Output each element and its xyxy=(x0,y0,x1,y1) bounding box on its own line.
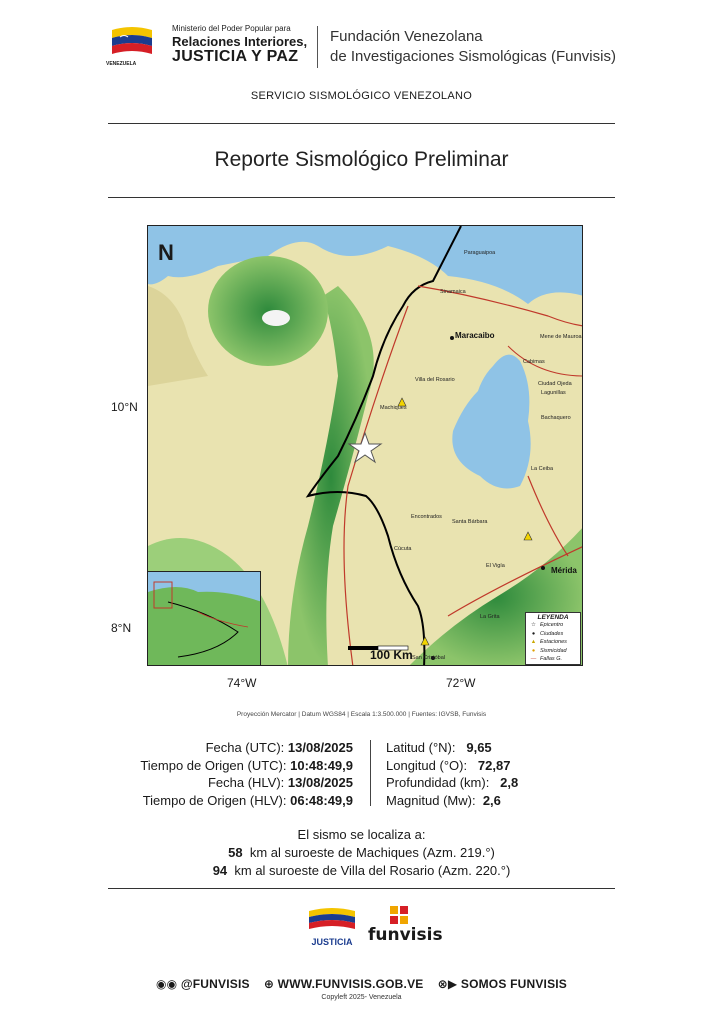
globe-icon: ⊕ xyxy=(263,977,275,991)
lat-label-8n: 8°N xyxy=(111,621,132,635)
legend-item-faults: — Fallas G. xyxy=(530,656,563,663)
x-youtube-icons: ⊗▶ xyxy=(437,977,458,991)
city-label: El Vigía xyxy=(486,563,505,569)
fecha-utc-row: Fecha (UTC): 13/08/2025 xyxy=(205,740,353,755)
scale-label: 100 Km xyxy=(370,648,413,662)
longitud-row: Longitud (°O): 72,87 xyxy=(386,757,511,773)
ministry-line3: JUSTICIA Y PAZ xyxy=(172,48,299,65)
profundidad-row: Profundidad (km): 2,8 xyxy=(386,775,519,790)
fundacion-line2: de Investigaciones Sismológicas (Funvisis) xyxy=(330,48,616,65)
dot-icon: ● xyxy=(531,630,536,637)
line-icon: — xyxy=(530,656,537,663)
footer-social xyxy=(0,977,723,991)
projection-note: Proyección Mercator | Datum WGS84 | Escala 1:3.500.000 | Fuentes: IGVSB, Funvisis xyxy=(236,711,487,718)
city-label: Paraguaipoa xyxy=(464,250,496,256)
divider-bottom xyxy=(108,888,615,889)
ministry-line1: Ministerio del Poder Popular para xyxy=(172,24,291,33)
city-label: Cabimas xyxy=(523,359,545,365)
north-arrow-label: N xyxy=(158,240,174,265)
city-label: La Grita xyxy=(480,614,500,620)
legend-item-cities: ● Ciudades xyxy=(529,630,577,639)
city-label: Santa Bárbara xyxy=(452,519,488,525)
fecha-hlv-row: Fecha (HLV): 13/08/2025 xyxy=(207,775,353,790)
city-label: Sinamaica xyxy=(440,289,466,295)
city-label: Mérida xyxy=(551,566,577,575)
legend-item-stations: ▲ Estaciones xyxy=(530,639,567,646)
city-label: Cúcuta xyxy=(394,546,412,552)
divider-top xyxy=(108,123,615,124)
city-label: Machiques xyxy=(380,405,407,411)
map-legend xyxy=(525,612,581,665)
social-icons: ◉◉ xyxy=(155,977,178,991)
circle-icon: ● xyxy=(531,647,536,654)
funvisis-label: funvisis xyxy=(368,925,443,945)
somos-funvisis: SOMOS FUNVISIS xyxy=(460,977,568,991)
origen-utc-row: Tiempo de Origen (UTC): 10:48:49,9 xyxy=(140,757,353,773)
justicia-flag-logo xyxy=(307,905,357,933)
legend-title: LEYENDA xyxy=(537,614,569,621)
city-label: Ciudad Ojeda xyxy=(538,381,572,387)
star-icon: ☆ xyxy=(531,622,536,629)
legend-item-seismicity: ● Sismicidad xyxy=(529,647,577,656)
city-label: Encontrados xyxy=(411,514,442,520)
report-title: Reporte Sismológico Preliminar xyxy=(214,148,509,171)
city-label: San Cristóbal xyxy=(412,655,446,661)
service-name: SERVICIO SISMOLÓGICO VENEZOLANO xyxy=(250,90,473,102)
header-divider xyxy=(317,26,318,68)
venezuela-flag-logo xyxy=(110,22,154,66)
lon-label-72w: 72°W xyxy=(446,676,476,690)
lon-label-74w: 74°W xyxy=(227,676,257,690)
fundacion-line1: Fundación Venezolana xyxy=(330,28,483,45)
city-label: La Ceiba xyxy=(531,466,554,472)
city-label: Mene de Mauroa xyxy=(540,334,582,340)
data-separator xyxy=(370,740,371,806)
city-label: Maracaibo xyxy=(455,331,495,340)
location-line-1: 58 km al suroeste de Machiques (Azm. 219.°) xyxy=(228,845,495,860)
city-label: Villa del Rosario xyxy=(415,377,455,383)
inset-map xyxy=(147,571,261,666)
copyright: Copyleft 2025- Venezuela xyxy=(321,994,402,1001)
ministry-line2: Relaciones Interiores, xyxy=(172,34,308,49)
website-link[interactable]: WWW.FUNVISIS.GOB.VE xyxy=(277,977,424,991)
triangle-icon: ▲ xyxy=(530,639,537,646)
social-handle[interactable]: @FUNVISIS xyxy=(180,977,250,991)
origen-hlv-row: Tiempo de Origen (HLV): 06:48:49,9 xyxy=(142,792,353,808)
event-data-right xyxy=(386,739,518,809)
magnitud-row: Magnitud (Mw): 2,6 xyxy=(386,792,501,808)
location-line-2: 94 km al suroeste de Villa del Rosario (Azm. 220.°) xyxy=(212,863,511,878)
event-data-left xyxy=(140,739,353,809)
divider-title xyxy=(108,197,615,198)
lat-label-10n: 10°N xyxy=(111,400,138,414)
flag-caption: VENEZUELA xyxy=(106,61,137,67)
legend-item-epicenter: ☆ Epicentro xyxy=(529,621,577,630)
city-label: Bachaquero xyxy=(541,415,571,421)
city-label: Lagunillas xyxy=(541,390,566,396)
latitud-row: Latitud (°N): 9,65 xyxy=(386,740,492,755)
location-title: El sismo se localiza a: xyxy=(297,827,426,842)
justicia-label: JUSTICIA xyxy=(311,937,353,947)
